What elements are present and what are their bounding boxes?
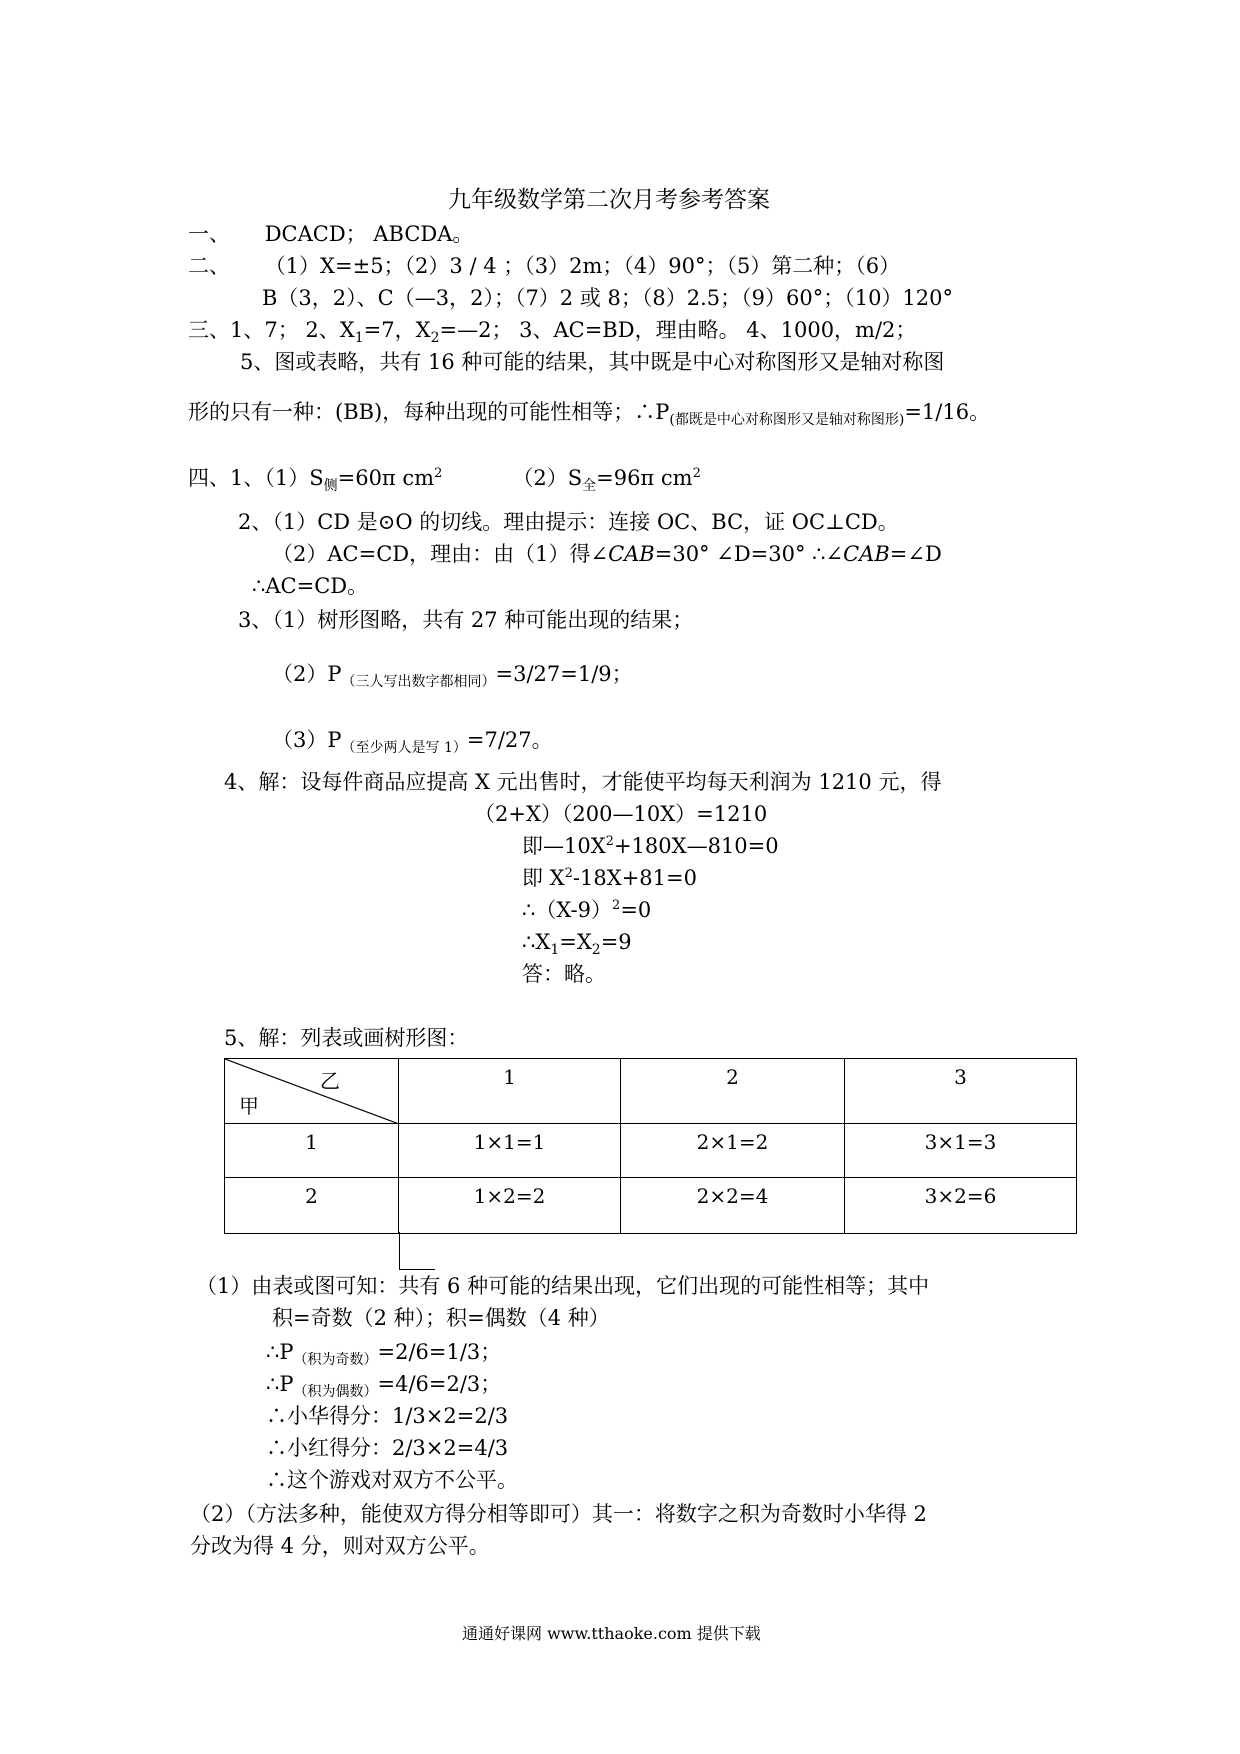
section-3-line-2: 5、图或表略，共有 16 种可能的结果，其中既是中心对称图形又是轴对称图 — [240, 350, 945, 374]
section-4-q3-line-1: 3、（1）树形图略，共有 27 种可能出现的结果； — [238, 608, 694, 632]
section-4-q4-line-6 — [522, 928, 632, 959]
section-2-line-1 — [188, 252, 900, 280]
section-4-q4-line-7: 答：略。 — [522, 962, 606, 986]
section-4-q1 — [188, 464, 701, 495]
subscript: 2 — [430, 330, 440, 347]
q1-text: =60π cm — [337, 466, 435, 490]
q3-text: （2）P — [272, 662, 342, 686]
section-3-line-1 — [188, 316, 917, 347]
section-4-q4-line-2: （2+X）（200—10X）=1210 — [474, 802, 768, 826]
subscript: 1 — [354, 330, 364, 347]
q2-text: =30° ∠D=30° ∴∠ — [654, 542, 844, 566]
q4-text: 即—10X — [522, 834, 606, 858]
q4-text: =0 — [620, 898, 652, 922]
q5-part1-line-5: ∴小华得分：1/3×2=2/3 — [266, 1404, 509, 1428]
column-header-label: 乙 — [320, 1069, 340, 1093]
section-4-q3-line-2 — [272, 660, 633, 691]
table-header-row — [225, 1059, 1077, 1124]
section-3-text: =7，X — [363, 318, 431, 342]
row-header: 2 — [225, 1178, 399, 1234]
section-4-q4-line-4 — [522, 864, 697, 892]
section-3-line-3 — [188, 398, 991, 429]
q1-text: （2）S — [512, 466, 583, 490]
product-table — [224, 1058, 1077, 1234]
section-3-text: 三、1、7； 2、X — [188, 318, 355, 342]
table-corner-cell — [225, 1059, 399, 1124]
page-footer: 通通好课网 www.tthaoke.com 提供下载 — [462, 1624, 761, 1643]
section-4-q4-line-3 — [522, 832, 779, 860]
q5-part1-line-4 — [266, 1370, 502, 1401]
section-2-answers-1: （1）X=±5；（2）3 / 4 ；（3）2m；（4）90°；（5）第二种；（6） — [264, 254, 901, 278]
subscript: 1 — [550, 942, 560, 959]
column-header: 1 — [399, 1059, 621, 1124]
section-4-q2-line-2 — [272, 540, 942, 568]
table-cell: 2×1=2 — [621, 1124, 845, 1178]
section-2-line-2: B（3，2）、C（—3，2）；（7）2 或 8；（8）2.5；（9）60°；（10）120° — [262, 286, 954, 310]
subscript: 侧 — [323, 478, 338, 495]
section-2-number: 二、 — [188, 254, 230, 278]
table-row — [225, 1178, 1077, 1234]
subscript: （至少两人是写 1） — [341, 740, 467, 757]
q5-part1-line-2: 积=奇数（2 种）；积=偶数（4 种） — [272, 1306, 610, 1330]
q4-text: ∴X — [522, 930, 551, 954]
superscript: 2 — [564, 866, 573, 881]
subscript: 全 — [582, 478, 597, 495]
subscript: （三人写出数字都相同） — [341, 674, 496, 691]
q5-text: =4/6=2/3； — [377, 1372, 502, 1396]
section-4-q4-line-1: 4、解：设每件商品应提高 X 元出售时，才能使平均每天利润为 1210 元，得 — [224, 770, 942, 794]
section-4-q2-line-3: ∴AC=CD。 — [252, 574, 369, 598]
q3-text: =3/27=1/9； — [495, 662, 633, 686]
subscript: （积为偶数） — [293, 1384, 378, 1401]
q4-text: ∴（X-9） — [522, 898, 613, 922]
section-4-q2-line-1: 2、（1）CD 是⊙O 的切线。理由提示：连接 OC、BC，证 OC⊥CD。 — [238, 510, 899, 534]
column-header: 2 — [621, 1059, 845, 1124]
section-4-q4-line-5 — [522, 896, 651, 924]
q5-part2-line-1: （2）（方法多种，能使双方得分相等即可）其一：将数字之积为奇数时小华得 2 — [190, 1502, 927, 1526]
subscript: （积为奇数） — [293, 1352, 378, 1369]
q5-part1-line-6: ∴小红得分：2/3×2=4/3 — [266, 1436, 509, 1460]
subscript: (都既是中心对称图形又是轴对称图形) — [669, 412, 905, 429]
superscript: 2 — [612, 898, 621, 913]
q4-text: =9 — [600, 930, 632, 954]
section-3-text: =1/16。 — [904, 400, 991, 424]
superscript: 2 — [434, 466, 443, 481]
superscript: 2 — [692, 466, 701, 481]
table-row — [225, 1124, 1077, 1178]
q1-text: 四、1、（1）S — [188, 466, 324, 490]
q5-text: =2/6=1/3； — [377, 1340, 502, 1364]
q5-part1-line-1: （1）由表或图可知：共有 6 种可能的结果出现，它们出现的可能性相等；其中 — [196, 1274, 930, 1298]
subscript: 2 — [591, 942, 601, 959]
section-1-answers: DCACD； ABCDA。 — [264, 222, 474, 246]
row-header: 1 — [225, 1124, 399, 1178]
q2-text: （2）AC=CD，理由：由（1）得∠ — [272, 542, 609, 566]
row-header-label: 甲 — [239, 1094, 259, 1118]
q1-text: =96π cm — [596, 466, 693, 490]
table-cell: 1×1=1 — [399, 1124, 621, 1178]
section-4-q5-intro: 5、解：列表或画树形图： — [224, 1026, 469, 1050]
column-header: 3 — [845, 1059, 1077, 1124]
table-cell: 1×2=2 — [399, 1178, 621, 1234]
section-4-q3-line-3 — [272, 726, 553, 757]
q3-text: =7/27。 — [466, 728, 553, 752]
q3-text: （3）P — [272, 728, 342, 752]
section-3-text: 形的只有一种：(BB)，每种出现的可能性相等；∴P — [188, 400, 670, 424]
q5-part2-line-2: 分改为得 4 分，则对双方公平。 — [190, 1534, 490, 1558]
q4-text: =X — [559, 930, 592, 954]
q5-part1-line-7: ∴这个游戏对双方不公平。 — [266, 1468, 518, 1492]
q4-text: +180X—810=0 — [613, 834, 779, 858]
q2-italic: CAB — [608, 542, 655, 566]
section-3-text: =—2； 3、AC=BD，理由略。 4、1000，m/2； — [439, 318, 917, 342]
q4-text: -18X+81=0 — [572, 866, 697, 890]
q5-text: ∴P — [266, 1372, 294, 1396]
q5-text: ∴P — [266, 1340, 294, 1364]
q2-italic: CAB — [843, 542, 890, 566]
table-stub-line — [399, 1232, 435, 1270]
superscript: 2 — [605, 834, 614, 849]
section-1 — [188, 220, 473, 248]
q2-text: =∠D — [889, 542, 942, 566]
page-title: 九年级数学第二次月考参考答案 — [448, 187, 770, 213]
table-cell: 3×1=3 — [845, 1124, 1077, 1178]
section-1-number: 一、 — [188, 222, 230, 246]
table-cell: 3×2=6 — [845, 1178, 1077, 1234]
q5-part1-line-3 — [266, 1338, 502, 1369]
table-cell: 2×2=4 — [621, 1178, 845, 1234]
q4-text: 即 X — [522, 866, 565, 890]
